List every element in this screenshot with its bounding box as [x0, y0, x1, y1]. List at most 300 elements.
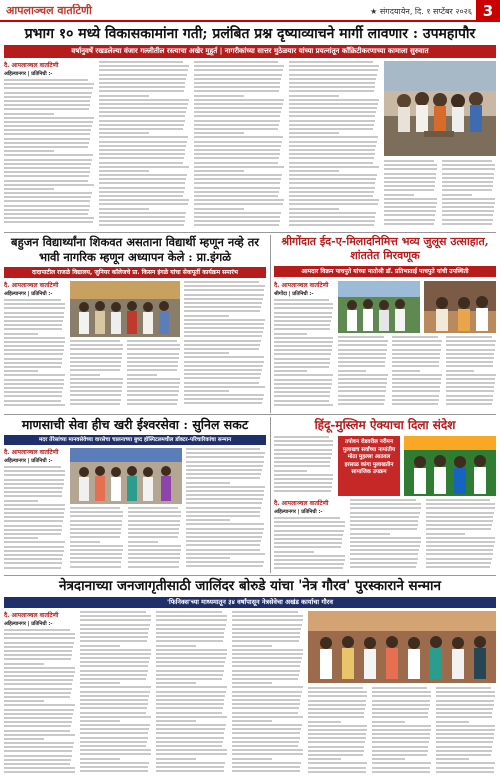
text-line: [308, 691, 367, 693]
text-line: [308, 687, 363, 689]
text-line: [127, 378, 180, 380]
text-line: [289, 65, 379, 67]
text-line: [4, 387, 63, 389]
text-line: [274, 440, 333, 442]
story1-col-6: [442, 160, 496, 229]
text-line: [80, 745, 146, 747]
text-line: [4, 175, 89, 177]
text-line: [289, 86, 375, 88]
story4-col-2a: [70, 507, 124, 572]
text-line: [4, 567, 61, 569]
text-line: [127, 382, 180, 384]
text-line: [70, 344, 123, 346]
text-line: [70, 561, 121, 563]
text-line: [4, 767, 75, 769]
text-line: [289, 95, 339, 97]
text-line: [308, 729, 367, 731]
text-line: [184, 323, 264, 325]
text-line: [70, 369, 120, 371]
text-line: [194, 90, 279, 92]
text-line: [274, 345, 332, 347]
text-line: [4, 312, 64, 314]
text-line: [186, 465, 263, 467]
text-line: [194, 86, 280, 88]
text-line: [70, 386, 122, 388]
text-line: [99, 145, 186, 147]
text-line: [80, 707, 147, 709]
text-line: [308, 762, 367, 764]
text-line: [156, 732, 224, 734]
text-line: [372, 737, 430, 739]
text-line: [338, 378, 387, 380]
text-line: [289, 182, 375, 184]
text-line: [186, 540, 261, 542]
text-line: [184, 373, 261, 375]
text-line: [436, 729, 495, 731]
text-line: [184, 394, 264, 396]
text-line: [128, 532, 179, 534]
text-line: [274, 366, 329, 368]
text-line: [442, 160, 492, 162]
text-line: [194, 191, 279, 193]
text-line: [308, 758, 341, 760]
text-line: [194, 203, 283, 205]
text-line: [4, 337, 65, 339]
text-line: [274, 482, 332, 484]
text-line: [4, 353, 63, 355]
story2-headline: बहुजन विद्यार्थ्यांना शिकवत असताना विद्यार्थी म्हणून नव्हे तर भावी नागरिक म्हणून अध्यापन केले : प्रा.इंगळे: [11, 235, 259, 264]
text-line: [446, 357, 494, 359]
text-line: [4, 525, 62, 527]
text-line: [384, 185, 435, 187]
text-line: [80, 766, 148, 768]
text-line: [232, 632, 300, 634]
text-line: [4, 721, 72, 723]
text-line: [446, 365, 493, 367]
text-line: [99, 187, 185, 189]
text-line: [338, 390, 386, 392]
text-line: [232, 712, 298, 714]
text-line: [289, 128, 373, 130]
text-line: [4, 383, 64, 385]
story2-dateline: अहिल्यानगर | प्रतिनिधी :-: [4, 291, 53, 297]
text-line: [156, 728, 225, 730]
text-line: [70, 557, 122, 559]
text-line: [4, 163, 91, 165]
text-line: [4, 512, 64, 514]
text-line: [274, 538, 342, 540]
text-line: [186, 452, 265, 454]
text-line: [384, 168, 437, 170]
text-line: [4, 217, 94, 219]
text-line: [4, 366, 61, 368]
text-line: [194, 145, 281, 147]
text-line: [70, 566, 121, 568]
text-line: [392, 399, 439, 401]
text-line: [184, 327, 264, 329]
text-line: [4, 328, 62, 330]
story1-col-5: [384, 160, 438, 229]
text-line: [156, 703, 224, 705]
text-line: [4, 316, 64, 318]
text-line: [99, 65, 189, 67]
story1-col-1: [4, 61, 95, 229]
text-line: [99, 86, 185, 88]
text-line: [350, 558, 418, 560]
text-line: [436, 771, 494, 773]
text-line: [70, 353, 122, 355]
text-line: [436, 750, 492, 752]
text-line: [232, 624, 302, 626]
text-line: [289, 141, 377, 143]
text-line: [127, 374, 157, 376]
text-line: [80, 691, 150, 693]
text-line: [184, 281, 259, 283]
text-line: [350, 566, 416, 568]
text-line: [70, 553, 122, 555]
text-line: [186, 561, 264, 563]
text-line: [4, 113, 54, 115]
story3-dateline: श्रीगोंदा | प्रतिनिधी :-: [274, 291, 314, 297]
text-line: [446, 370, 474, 372]
text-line: [70, 524, 122, 526]
text-line: [80, 695, 149, 697]
text-line: [156, 770, 224, 772]
text-line: [372, 746, 428, 748]
text-line: [442, 168, 495, 170]
text-line: [99, 141, 187, 143]
text-line: [80, 619, 151, 621]
text-line: [156, 762, 225, 764]
text-line: [4, 700, 44, 702]
text-line: [4, 167, 90, 169]
text-line: [80, 728, 149, 730]
text-line: [4, 150, 54, 152]
text-line: [232, 770, 300, 772]
text-line: [289, 132, 339, 134]
text-line: [446, 374, 496, 376]
text-line: [194, 216, 280, 218]
text-line: [4, 209, 89, 211]
text-line: [156, 749, 227, 751]
text-line: [186, 565, 263, 567]
text-line: [4, 554, 63, 556]
text-line: [274, 333, 307, 335]
story6-col-6: [372, 687, 432, 777]
text-line: [184, 340, 261, 342]
text-line: [274, 521, 345, 523]
text-line: [80, 741, 147, 743]
text-line: [232, 724, 302, 726]
text-line: [156, 645, 196, 647]
text-line: [4, 100, 90, 102]
text-line: [426, 503, 495, 505]
text-line: [99, 157, 184, 159]
text-line: [70, 340, 120, 342]
text-line: [436, 762, 495, 764]
text-line: [4, 379, 64, 381]
text-line: [4, 550, 64, 552]
text-line: [232, 661, 301, 663]
text-line: [289, 174, 377, 176]
text-line: [308, 700, 366, 702]
text-line: [426, 549, 493, 551]
text-line: [4, 108, 89, 110]
text-line: [4, 654, 72, 656]
text-line: [194, 132, 244, 134]
text-line: [184, 348, 259, 350]
text-line: [80, 749, 151, 751]
text-line: [127, 357, 179, 359]
text-line: [80, 758, 120, 760]
text-line: [194, 157, 279, 159]
text-line: [70, 357, 122, 359]
text-line: [99, 74, 187, 76]
text-line: [156, 657, 226, 659]
text-line: [186, 490, 264, 492]
story4-dateline: अहिल्यानगर | प्रतिनिधी :-: [4, 458, 53, 464]
text-line: [4, 404, 65, 406]
story3-byline: दै. आपलाञ्चल वार्ताटेणी: [274, 282, 329, 289]
text-line: [274, 530, 344, 532]
text-line: [274, 303, 333, 305]
text-line: [4, 679, 73, 681]
text-line: [184, 390, 229, 392]
story1-col-4: [289, 61, 380, 229]
text-line: [308, 725, 367, 727]
text-line: [4, 395, 62, 397]
text-line: [127, 403, 177, 405]
text-line: [70, 403, 120, 405]
text-line: [232, 645, 272, 647]
text-line: [232, 674, 299, 676]
text-line: [70, 394, 121, 396]
text-line: [308, 716, 364, 718]
text-line: [194, 103, 283, 105]
text-line: [232, 682, 272, 684]
text-line: [308, 741, 365, 743]
story5-headline: हिंदू-मुस्लिम ऐक्याचा दिला संदेश: [314, 418, 456, 432]
text-line: [442, 185, 493, 187]
text-line: [289, 107, 377, 109]
text-line: [156, 619, 227, 621]
text-line: [308, 750, 364, 752]
text-line: [289, 124, 374, 126]
text-line: [274, 555, 345, 557]
text-line: [274, 525, 345, 527]
text-line: [442, 198, 495, 200]
text-line: [426, 537, 495, 539]
text-line: [127, 399, 178, 401]
text-line: [274, 478, 333, 480]
text-line: [232, 745, 298, 747]
story1-dateline: अहिल्यानगर | प्रतिनिधी :-: [4, 71, 53, 77]
text-line: [384, 214, 435, 216]
text-line: [446, 378, 495, 380]
text-line: [184, 382, 259, 384]
text-line: [128, 541, 158, 543]
text-line: [127, 340, 177, 342]
text-line: [442, 214, 493, 216]
text-line: [350, 499, 416, 501]
text-line: [186, 528, 264, 530]
text-line: [350, 545, 420, 547]
text-line: [184, 335, 262, 337]
text-line: [156, 615, 227, 617]
text-line: [372, 691, 431, 693]
text-line: [156, 661, 225, 663]
text-line: [442, 223, 492, 225]
text-line: [4, 479, 64, 481]
text-line: [446, 386, 494, 388]
issue-date: ★ संगदयायेन, दि. १ सप्टेंबर २०२६: [370, 7, 472, 16]
text-line: [232, 678, 298, 680]
text-line: [289, 220, 375, 222]
text-line: [289, 153, 375, 155]
text-line: [446, 353, 494, 355]
text-line: [80, 636, 148, 638]
text-line: [289, 212, 376, 214]
text-line: [392, 357, 440, 359]
text-line: [308, 767, 366, 769]
text-line: [80, 611, 146, 613]
text-line: [4, 307, 65, 309]
text-line: [4, 633, 75, 635]
story6-byline: दै. आपलाञ्चल वार्ताटेणी: [4, 612, 59, 619]
text-line: [194, 208, 244, 210]
text-line: [232, 749, 303, 751]
text-line: [232, 670, 300, 672]
text-line: [4, 213, 88, 215]
text-line: [80, 657, 150, 659]
text-line: [289, 99, 379, 101]
text-line: [338, 336, 384, 338]
text-line: [156, 686, 227, 688]
story4-byline: दै. आपलाञ्चल वार्ताटेणी: [4, 449, 59, 456]
text-line: [184, 361, 264, 363]
text-line: [127, 386, 179, 388]
story2-col-2a: [70, 340, 124, 411]
text-line: [70, 545, 123, 547]
text-line: [127, 348, 180, 350]
text-line: [4, 125, 92, 127]
text-line: [184, 310, 260, 312]
text-line: [4, 345, 64, 347]
text-line: [4, 133, 90, 135]
text-line: [4, 683, 72, 685]
text-line: [232, 728, 301, 730]
text-line: [128, 536, 178, 538]
text-line: [184, 319, 265, 321]
text-line: [194, 187, 280, 189]
text-line: [4, 688, 72, 690]
text-line: [274, 337, 333, 339]
text-line: [446, 403, 492, 405]
text-line: [232, 699, 300, 701]
text-line: [80, 753, 151, 755]
text-line: [232, 753, 303, 755]
text-line: [338, 403, 384, 405]
text-line: [274, 563, 344, 565]
text-line: [80, 665, 148, 667]
text-line: [308, 771, 366, 773]
text-line: [4, 504, 65, 506]
text-line: [70, 515, 123, 517]
text-line: [70, 528, 121, 530]
text-line: [4, 370, 38, 372]
text-line: [80, 720, 120, 722]
divider: [4, 575, 496, 576]
text-line: [232, 686, 303, 688]
text-line: [186, 486, 265, 488]
text-line: [436, 712, 492, 714]
text-line: [4, 184, 94, 186]
text-line: [392, 395, 439, 397]
text-line: [184, 289, 264, 291]
text-line: [80, 645, 120, 647]
text-line: [99, 149, 185, 151]
text-line: [194, 170, 244, 172]
story2-col-1: [4, 281, 66, 411]
story5-col-3: [350, 499, 422, 572]
story4-subhead: मदर तेरेसांच्या मानवसेवेच्या वारसेचा चालनाच्या बुध्द हॉस्पिटलमधील डॉक्टर-परिचारिकांचा सन्मान: [4, 435, 266, 445]
text-line: [80, 682, 120, 684]
text-line: [289, 178, 376, 180]
story6-headline: नेत्रदानाच्या जनजागृतीसाठी जालिंदर बोरुडे यांचा 'नेत्र गौरव' पुरस्काराने सन्मान: [58, 578, 442, 594]
text-line: [384, 194, 414, 196]
text-line: [184, 294, 264, 296]
story6-dateline: अहिल्यानगर | प्रतिनिधी :-: [4, 621, 53, 627]
text-line: [194, 82, 280, 84]
text-line: [194, 65, 284, 67]
text-line: [442, 164, 495, 166]
text-line: [156, 628, 225, 630]
text-line: [127, 344, 180, 346]
text-line: [350, 533, 390, 535]
text-line: [436, 721, 469, 723]
text-line: [4, 537, 38, 539]
text-line: [186, 502, 262, 504]
text-line: [289, 120, 375, 122]
text-line: [186, 536, 262, 538]
text-line: [426, 524, 492, 526]
text-line: [80, 716, 151, 718]
text-line: [4, 516, 64, 518]
text-line: [184, 369, 262, 371]
text-line: [232, 707, 299, 709]
text-line: [186, 461, 264, 463]
text-line: [194, 111, 281, 113]
text-line: [274, 551, 314, 553]
text-line: [194, 220, 280, 222]
text-line: [70, 361, 121, 363]
text-line: [289, 78, 376, 80]
text-line: [350, 512, 420, 514]
text-line: [436, 700, 494, 702]
text-line: [80, 628, 149, 630]
text-line: [274, 374, 333, 376]
text-line: [384, 164, 437, 166]
text-line: [274, 542, 342, 544]
text-line: [392, 353, 440, 355]
text-line: [4, 663, 44, 665]
text-line: [446, 336, 492, 338]
text-line: [4, 374, 65, 376]
text-line: [436, 691, 495, 693]
text-line: [274, 391, 330, 393]
text-line: [436, 708, 493, 710]
text-line: [186, 473, 261, 475]
